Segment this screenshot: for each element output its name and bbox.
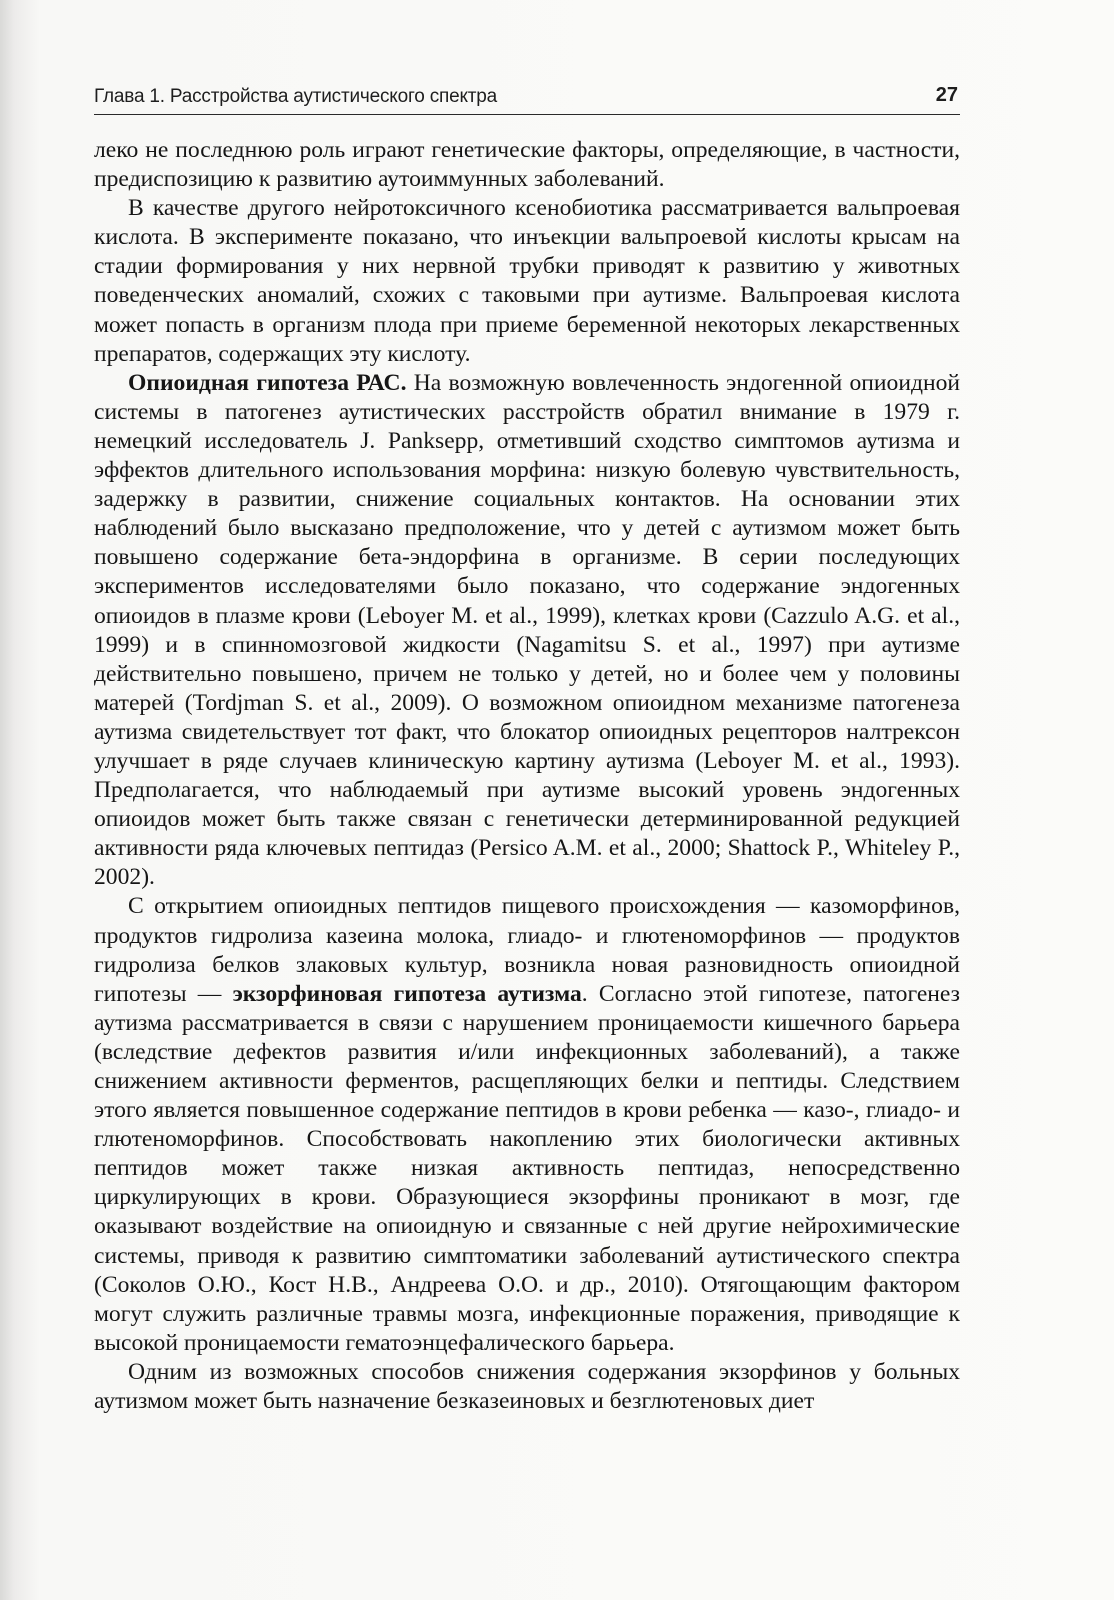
body-text	[94, 136, 960, 1416]
paragraph-diet	[94, 1358, 960, 1416]
paragraph-opioid-hypothesis	[94, 369, 960, 893]
paragraph-text: леко не последнюю роль играют генетические факторы, определяющие, в частности, предиспозицию к развитию аутоиммунных заболеваний.	[94, 137, 960, 193]
paragraph-continued	[94, 136, 960, 194]
paragraph-valproic-acid	[94, 194, 960, 369]
chapter-title: Глава 1. Расстройства аутистического спектра	[94, 86, 498, 107]
paragraph-text: На возможную вовлеченность эндогенной опиоидной системы в патогенез аутистических расстройств обратил внимание в 1979 г. немецкий исследователь J. Panksepp, отметивший сходство симптомов аутизма и эффектов длительного использования морфина: низкую болевую чувствительность, задержку в развитии, снижение социальных контактов. На основании этих наблюдений было высказано предположение, что у детей с аутизмом может быть повышено содержание бета-эндорфина в организме. В серии последующих экспериментов исследователями было показано, что содержание эндогенных опиоидов в плазме крови (Leboyer M. et al., 1999), клетках крови (Cazzulo A.G. et al., 1999) и в спинномозговой жидкости (Nagamitsu S. et al., 1997) при аутизме действительно повышено, причем не только у детей, но и более чем у половины матерей (Tordjman S. et al., 2009). О возможном опиоидном механизме патогенеза аутизма свидетельствует тот факт, что блокатор опиоидных рецепторов налтрексон улучшает в ряде случаев клиническую картину аутизма (Leboyer M. et al., 1993). Предполагается, что наблюдаемый при аутизме высокий уровень эндогенных опиоидов может быть также связан с генетически детерминированной редукцией активности ряда ключевых пептидаз (Persico A.M. et al., 2000; Shattock P., Whiteley P., 2002).	[94, 369, 960, 891]
paragraph-text: Одним из возможных способов снижения содержания экзорфинов у больных аутизмом может быть назначение безказеиновых и безглютеновых диет	[94, 1358, 960, 1415]
paragraph-text-before: С открытием опиоидных пептидов пищевого происхождения — казоморфинов, продуктов гидролиза казеина молока, глиадо- и глютеноморфинов — продуктов гидролиза белков злаковых культур, возникла новая разновидность опиоидной гипотезы —	[94, 893, 960, 1007]
running-header	[94, 84, 960, 115]
paragraph-lead-heading: Опиоидная гипотеза РАС.	[128, 369, 407, 396]
paragraph-text: В качестве другого нейротоксичного ксенобиотика рассматривается вальпроевая кислота. В эксперименте показано, что инъекции вальпроевой кислоты крысам на стадии формирования у них нервной трубки приводят к развитию у животных поведенческих аномалий, схожих с таковыми при аутизме. Вальпроевая кислота может попасть в организм плода при приеме беременной некоторых лекарственных препаратов, содержащих эту кислоту.	[94, 195, 960, 367]
paragraph-text-after: . Согласно этой гипотезе, патогенез аутизма рассматривается в связи с нарушением проницаемости кишечного барьера (вследствие дефектов развития и/или инфекционных заболеваний), а также снижением активности ферментов, расщепляющих белки и пептиды. Следствием этого является повышенное содержание пептидов в крови ребенка — казо-, глиадо- и глютеноморфинов. Способствовать накоплению этих биологически активных пептидов может также низкая активность пептидаз, непосредственно циркулирующих в крови. Образующиеся экзорфины проникают в мозг, где оказывают воздействие на опиоидную и связанные с ней другие нейрохимические системы, приводя к развитию симптоматики заболеваний аутистического спектра (Соколов О.Ю., Кост Н.В., Андреева О.О. и др., 2010). Отягощающим фактором могут служить различные травмы мозга, инфекционные поражения, приводящие к высокой проницаемости гематоэнцефалического барьера.	[94, 980, 960, 1356]
bold-term: экзорфиновая гипотеза аутизма	[232, 980, 582, 1007]
page-number: 27	[935, 84, 958, 106]
paragraph-exorphin-hypothesis	[94, 892, 960, 1358]
